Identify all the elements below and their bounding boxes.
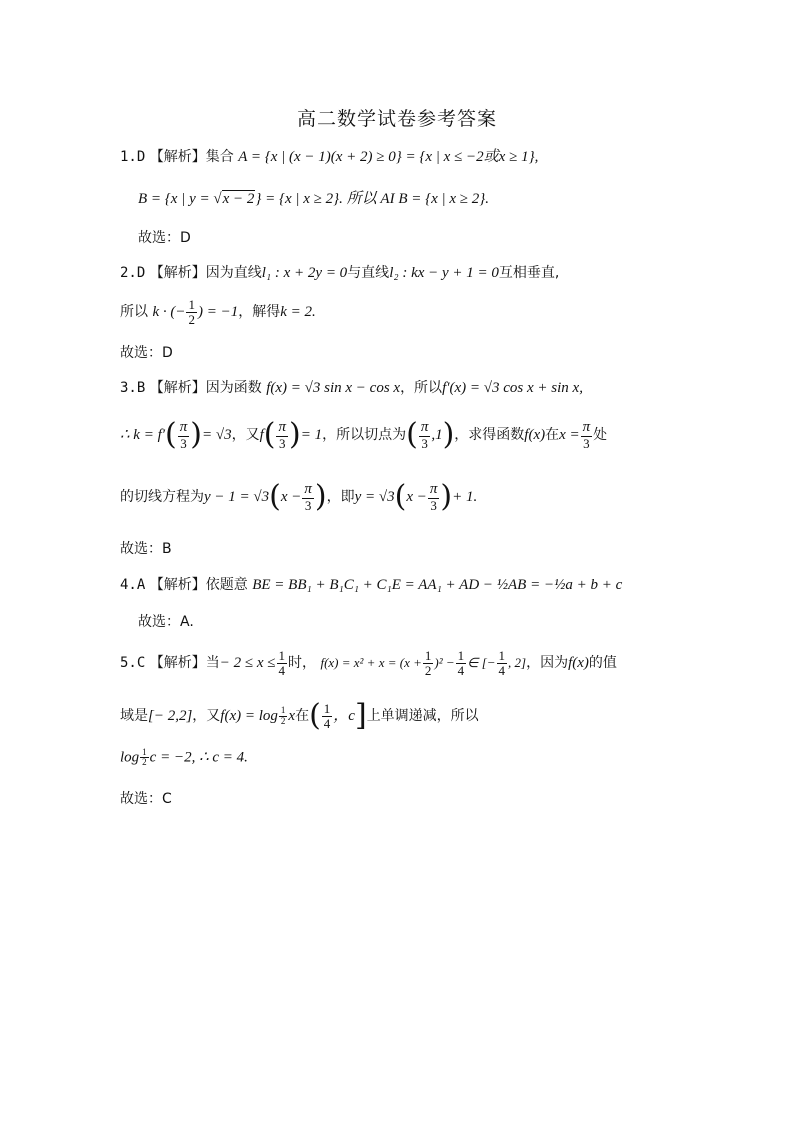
q5-line1: 5.C 【解析】当− 2 ≤ x ≤ $\frac{1}{4}$ 时， f(x) = x² + x = (x + $\frac{1}{2}$ )² − $\frac{1}{4}$ ∈ [− $\frac{1}{4}$ , 2]，因为f(x)的值 (120, 648, 617, 678)
q4-line1: 4.A 【解析】依题意 BE = BB₁ + B₁C₁ + C₁E = AA₁ + AD − ½AB = −½a + b + c (120, 577, 623, 593)
q1-label: 1.D (120, 149, 146, 165)
q3-answer: 故选：B (120, 541, 172, 557)
q1-line1: 1.D 【解析】集合 A = {x | (x − 1)(x + 2) ≥ 0} = {x | x ≤ −2或x ≥ 1}, (120, 149, 539, 165)
q3-tag: 【解析】 (149, 380, 206, 396)
q3-label: 3.B (120, 380, 146, 396)
q3-line3: 的切线方程为y − 1 = √3(x − $\frac{\pi}{3}$ )，即y = √3(x − $\frac{\pi}{3}$ )+ 1. (120, 479, 478, 515)
q5-label: 5.C (120, 655, 146, 672)
q5-tag: 【解析】 (149, 655, 206, 672)
q2-tag: 【解析】 (149, 265, 206, 281)
q1-answer: 故选：D (138, 230, 191, 246)
q3-line2: ∴ k = f′( $\frac{\pi}{3}$ )= √3，又f( $\frac{\pi}{3}$ )= 1，所以切点为( $\frac{\pi}{3}$ ,1)，求得函数f(x)在x = $\frac{\pi}{3}$ 处 (120, 417, 608, 453)
q1-tag: 【解析】 (149, 149, 206, 165)
q2-line1: 2.D 【解析】因为直线l₁ : x + 2y = 0与直线l₂ : kx − y + 1 = 0互相垂直, (120, 265, 560, 281)
q4-vector-equation: BE = BB₁ + B₁C₁ + C₁E = AA₁ + AD − ½AB = −½a + b + c (252, 577, 623, 593)
q5-answer: 故选：C (120, 791, 172, 807)
q2-answer: 故选：D (120, 345, 173, 361)
q4-answer: 故选：A. (138, 614, 194, 630)
q5-line3: log $\frac{1}{2}$ c = −2, ∴ c = 4. (120, 747, 248, 768)
q1-set-a: A = {x | (x − 1)(x + 2) ≥ 0} = {x | x ≤ −2或x ≥ 1}, (238, 149, 539, 165)
page-title: 高二数学试卷参考答案 (296, 108, 497, 130)
q3-line1: 3.B 【解析】因为函数 f(x) = √3 sin x − cos x，所以f′(x) = √3 cos x + sin x, (120, 380, 583, 396)
q5-line2: 域是[− 2,2]，又f(x) = log $\frac{1}{2}$ x在( $\frac{1}{4}$ ，c]上单调递减，所以 (120, 698, 479, 733)
q2-label: 2.D (120, 265, 146, 281)
q4-tag: 【解析】 (149, 577, 206, 593)
q2-line2: 所以 k · (− $\frac{1}{2}$ ) = −1，解得k = 2. (120, 297, 316, 327)
q1-line2: B = {x | y = √x − 2} = {x | x ≥ 2}. 所以 AI B = {x | x ≥ 2}. (138, 191, 490, 207)
q4-label: 4.A (120, 577, 146, 593)
